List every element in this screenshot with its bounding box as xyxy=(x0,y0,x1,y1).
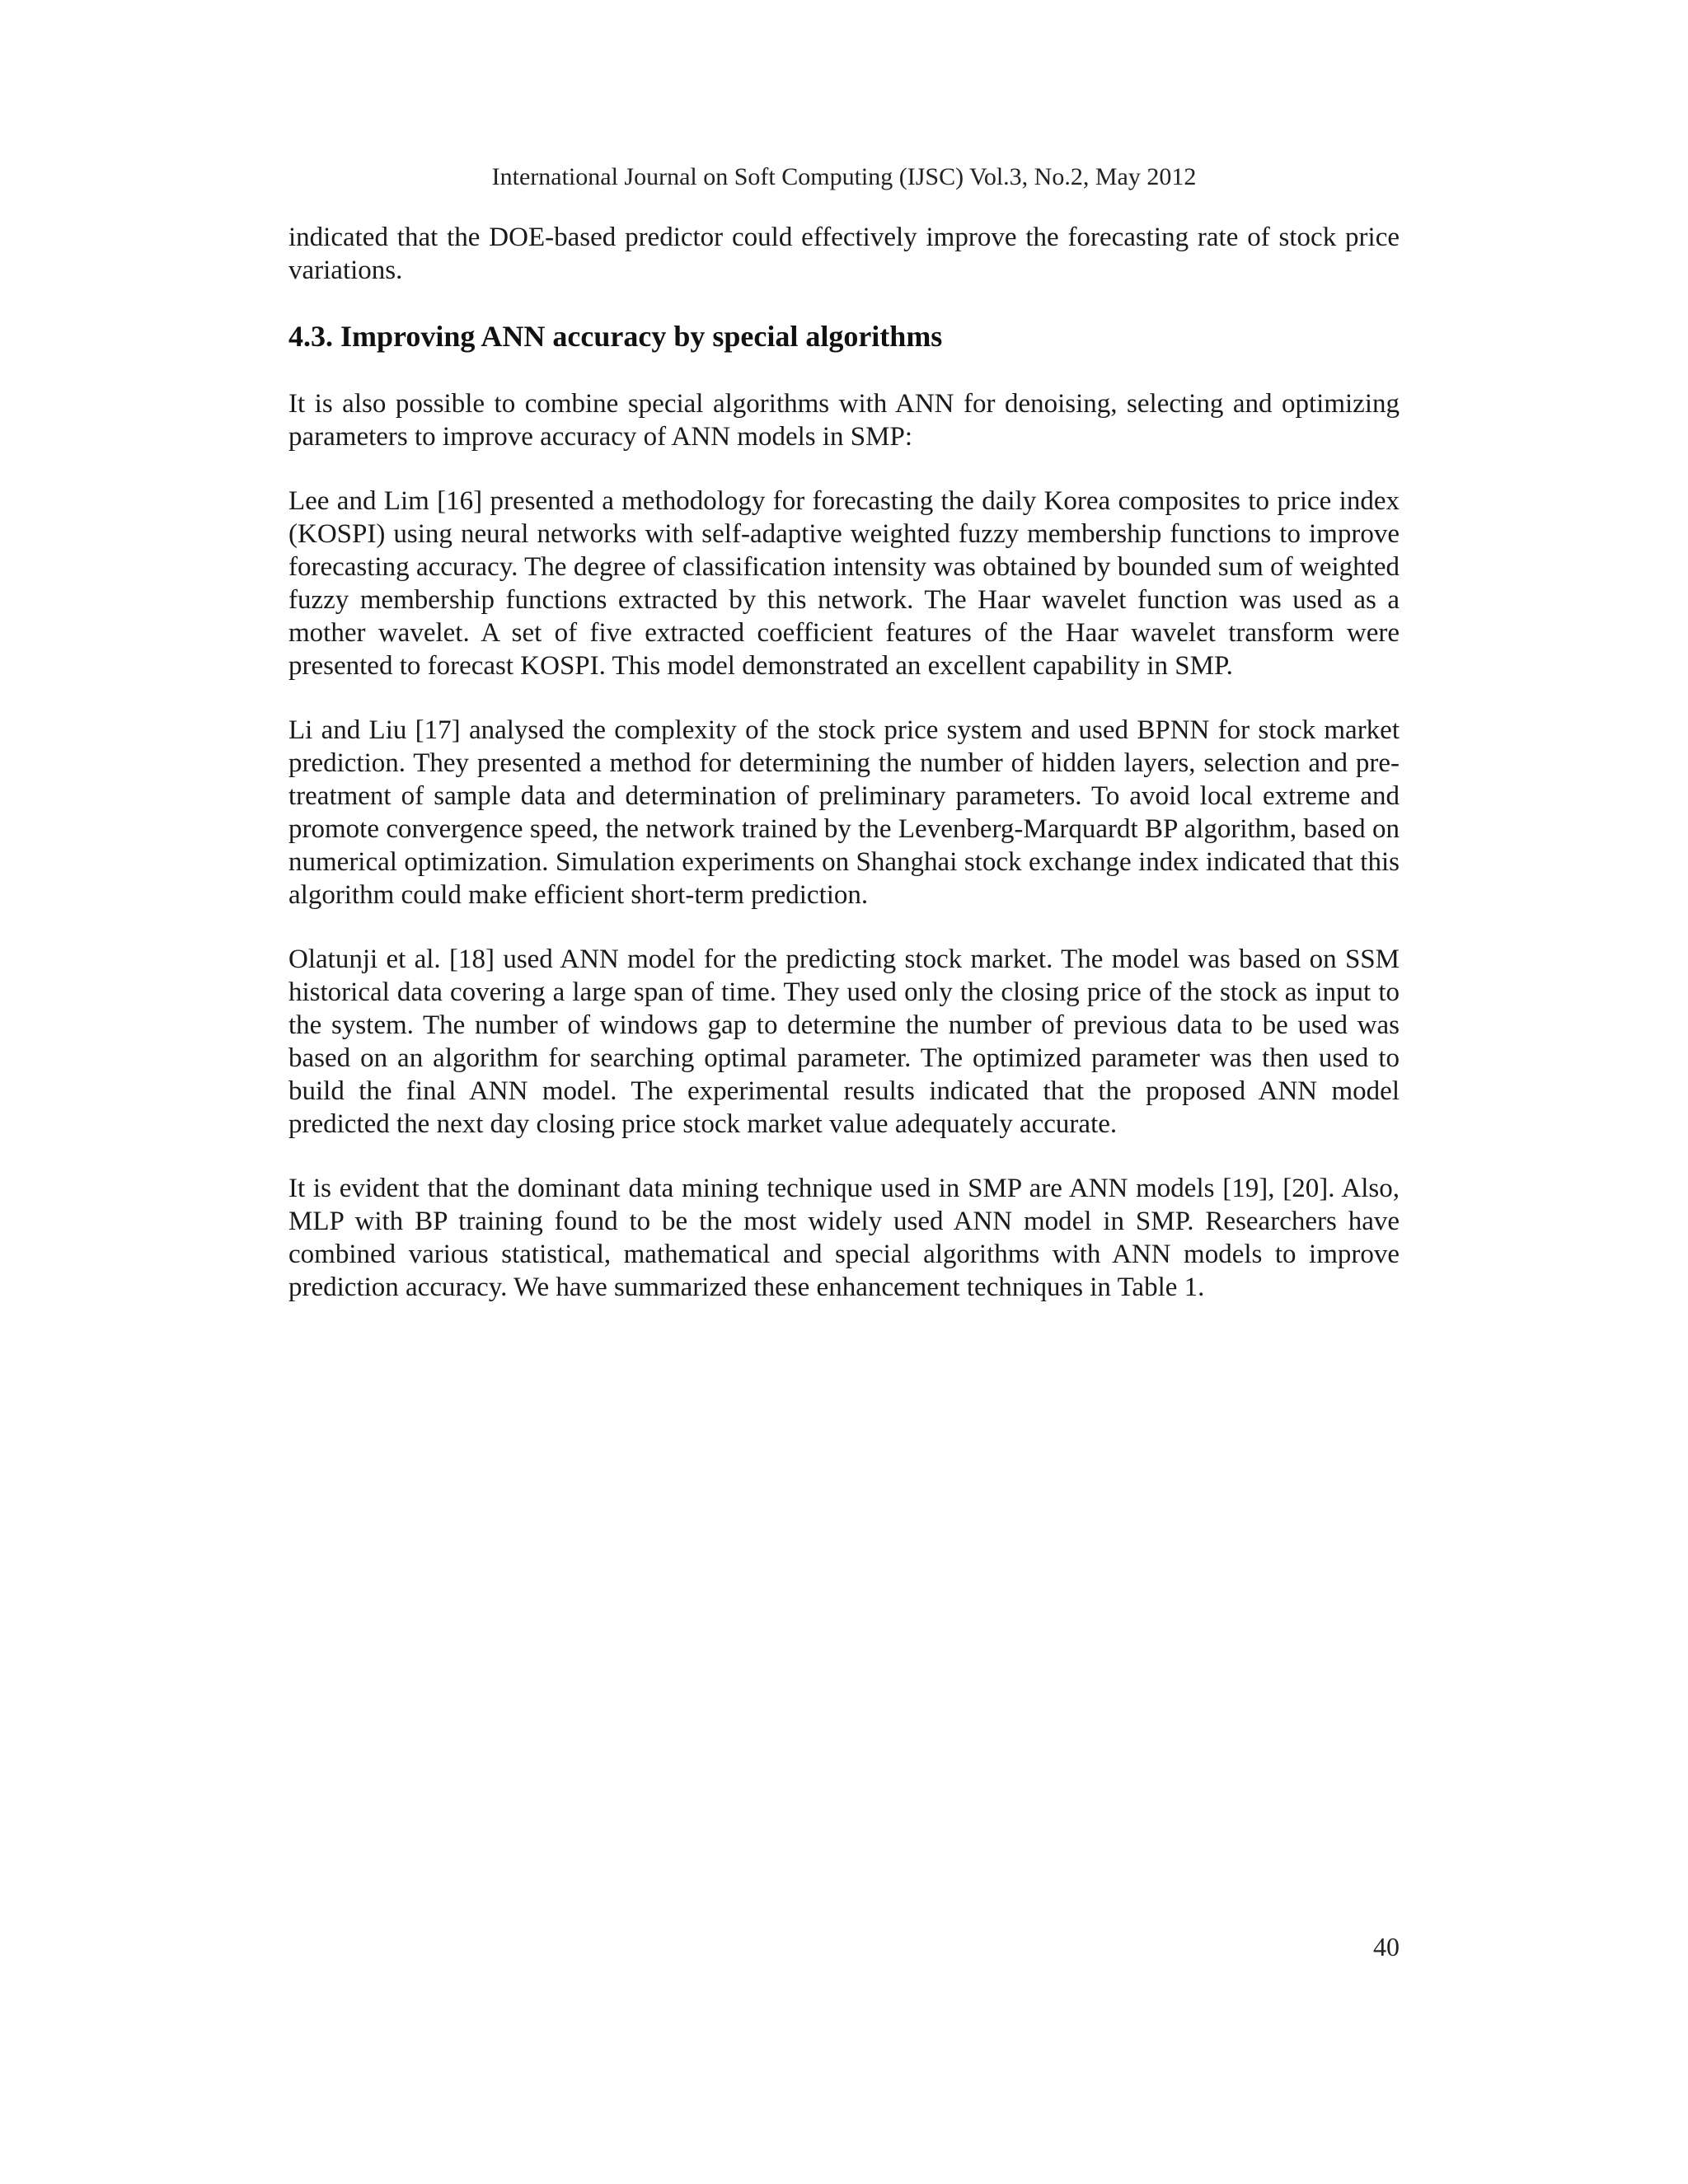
main-content xyxy=(288,221,1400,1304)
continuation-paragraph: indicated that the DOE-based predictor could effectively improve the forecasting rate of stock price variations. xyxy=(288,223,1400,285)
paragraph-lee-lim: Lee and Lim [16] presented a methodology for forecasting the daily Korea composites to price index (KOSPI) using neural networks with self-adaptive weighted fuzzy membership functions to improve forecasting accuracy. The degree of classification intensity was obtained by bounded sum of weighted fuzzy membership functions extracted by this network. The Haar wavelet function was used as a mother wavelet. A set of five extracted coefficient features of the Haar wavelet transform were presented to forecast KOSPI. This model demonstrated an excellent capability in SMP. xyxy=(288,486,1400,681)
intro-paragraph: It is also possible to combine special algorithms with ANN for denoising, selecting and optimizing parameters to improve accuracy of ANN models in SMP: xyxy=(288,389,1400,452)
paragraph-summary: It is evident that the dominant data mining technique used in SMP are ANN models [19], [20]. Also, MLP with BP training found to be the most widely used ANN model in SMP. Researchers have combined various statistical, mathematical and special algorithms with ANN models to improve prediction accuracy. We have summarized these enhancement techniques in Table 1. xyxy=(288,1174,1400,1302)
page-number: 40 xyxy=(1373,1932,1400,1961)
running-header: International Journal on Soft Computing (IJSC) Vol.3, No.2, May 2012 xyxy=(491,163,1197,190)
paragraph-olatunji: Olatunji et al. [18] used ANN model for the predicting stock market. The model was based on SSM historical data covering a large span of time. They used only the closing price of the stock as input to the system. The number of windows gap to determine the number of previous data to be used was based on an algorithm for searching optimal parameter. The optimized parameter was then used to build the final ANN model. The experimental results indicated that the proposed ANN model predicted the next day closing price stock market value adequately accurate. xyxy=(288,944,1400,1139)
paragraph-li-liu: Li and Liu [17] analysed the complexity of the stock price system and used BPNN for stock market prediction. They presented a method for determining the number of hidden layers, selection and pre-treatment of sample data and determination of preliminary parameters. To avoid local extreme and promote convergence speed, the network trained by the Levenberg-Marquardt BP algorithm, based on numerical optimization. Simulation experiments on Shanghai stock exchange index indicated that this algorithm could make efficient short-term prediction. xyxy=(288,715,1400,910)
section-heading: 4.3. Improving ANN accuracy by special algorithms xyxy=(288,320,943,353)
